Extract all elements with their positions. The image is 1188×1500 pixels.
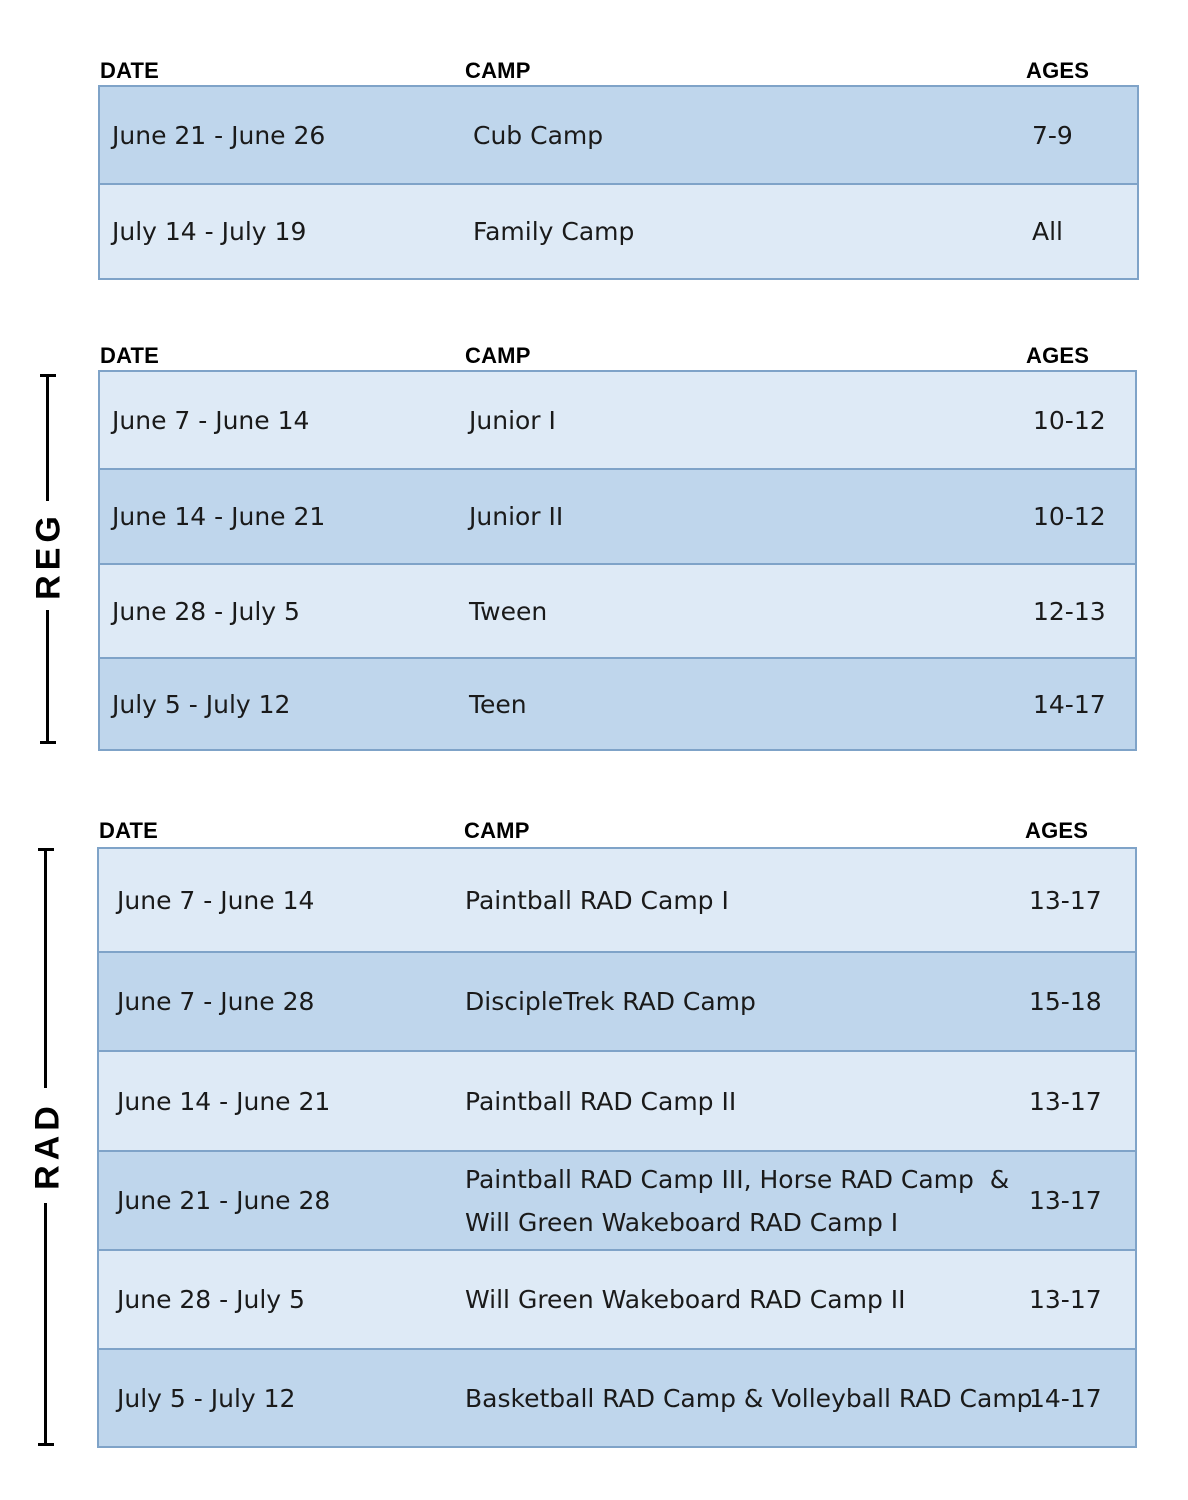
date-cell: June 28 - July 5 [117,1285,305,1314]
bracket-line-bottom [46,610,49,744]
camp-cell: Paintball RAD Camp II [465,1086,737,1116]
ages-cell: 13-17 [1029,1186,1102,1215]
date-cell: July 5 - July 12 [117,1383,296,1413]
camp-cell: Family Camp [473,217,635,246]
schedule-table-general [98,85,1139,280]
header-camp: CAMP [465,343,531,368]
ages-cell: 15-18 [1029,987,1102,1016]
header-date: DATE [100,343,160,368]
table-row [99,1052,1135,1152]
section-label-rad: RAD [28,1101,67,1190]
date-cell: June 7 - June 14 [117,885,315,915]
ages-cell: 10-12 [1033,405,1106,435]
date-cell: June 7 - June 14 [112,405,310,435]
date-cell: June 7 - June 28 [117,987,315,1016]
table-row [100,565,1135,659]
table-row [99,1251,1135,1350]
camp-cell: Tween [469,596,548,626]
date-cell: June 28 - July 5 [112,596,300,626]
header-ages: AGES [1026,343,1090,368]
schedule-table-rad [97,847,1137,1448]
ages-cell: 14-17 [1033,689,1106,719]
table-row [100,87,1137,185]
bracket-bottom-cap [40,741,56,744]
ages-cell: 10-12 [1033,502,1106,531]
table-row [100,185,1137,278]
camp-cell: Basketball RAD Camp & Volleyball RAD Camp [465,1383,1033,1413]
ages-cell: 14-17 [1029,1383,1102,1413]
ages-cell: 13-17 [1029,1285,1102,1314]
camp-cell: Junior I [469,405,556,435]
table-row [99,953,1135,1052]
camp-cell: Paintball RAD Camp I [465,885,729,915]
date-cell: June 14 - June 21 [117,1086,331,1116]
camp-cell [465,1152,1025,1249]
header-ages: AGES [1025,818,1089,843]
camp-cell-line-2: Will Green Wakeboard RAD Camp I [465,1207,899,1237]
table-row [99,1350,1135,1446]
bracket-bottom-cap [38,1443,54,1446]
schedule-table-reg [98,370,1137,751]
header-date: DATE [100,58,160,83]
bracket-line-bottom [44,1203,47,1446]
date-cell: June 21 - June 26 [112,120,326,150]
header-date: DATE [99,818,159,843]
section-label-reg: REG [29,511,68,600]
date-cell: July 5 - July 12 [112,689,291,719]
ages-cell: 7-9 [1032,120,1073,150]
bracket-line-top [44,848,47,1088]
camp-cell: Teen [469,689,527,719]
camp-cell-line-1: Paintball RAD Camp III, Horse RAD Camp & [465,1164,1010,1194]
ages-cell: 13-17 [1029,885,1102,915]
date-cell: June 21 - June 28 [117,1186,331,1215]
header-camp: CAMP [464,818,530,843]
header-ages: AGES [1026,58,1090,83]
bracket-line-top [46,374,49,501]
header-camp: CAMP [465,58,531,83]
ages-cell: 13-17 [1029,1086,1102,1116]
table-row [99,1152,1135,1251]
camp-cell: Junior II [469,502,564,531]
table-row [100,372,1135,470]
table-row [99,849,1135,953]
ages-cell: All [1032,217,1063,246]
table-row [100,470,1135,565]
camp-cell: Cub Camp [473,120,604,150]
table-row [100,659,1135,749]
ages-cell: 12-13 [1033,596,1106,626]
camp-cell: DiscipleTrek RAD Camp [465,987,756,1016]
camp-cell: Will Green Wakeboard RAD Camp II [465,1285,906,1314]
date-cell: June 14 - June 21 [112,502,326,531]
date-cell: July 14 - July 19 [112,217,307,246]
